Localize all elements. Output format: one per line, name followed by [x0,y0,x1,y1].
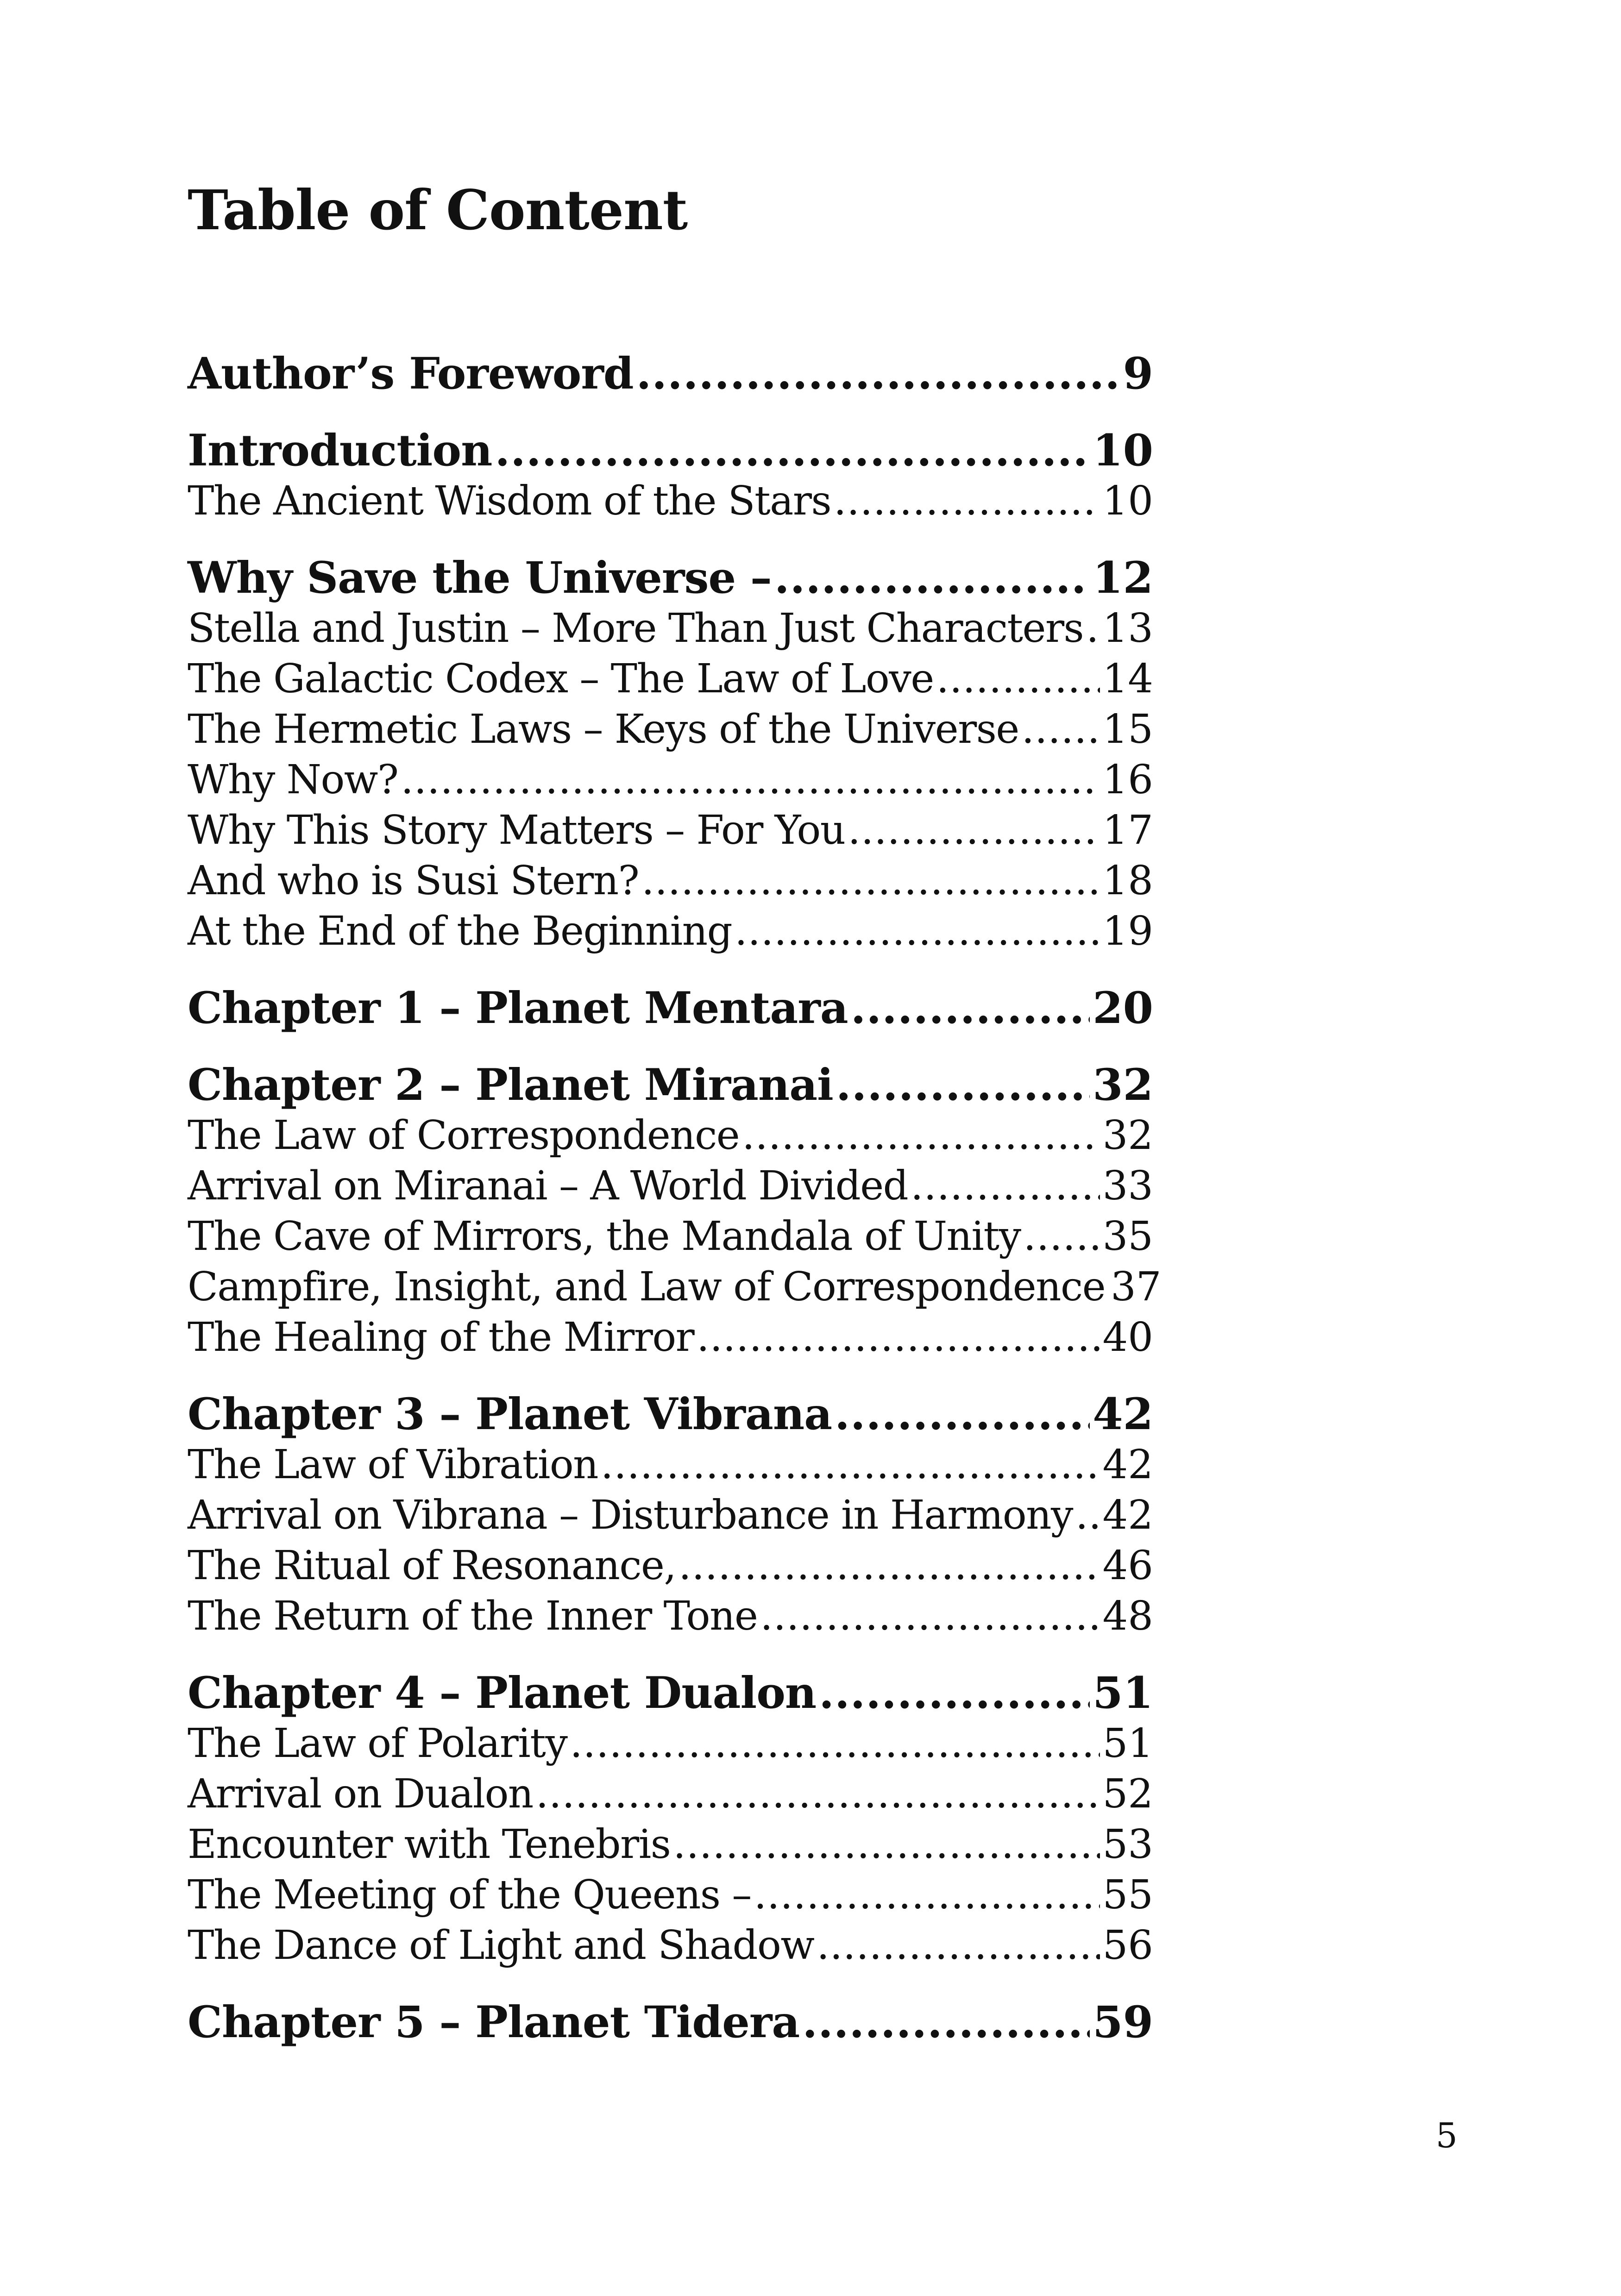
page-number: 5 [1436,2116,1458,2156]
dot-leader [570,1719,1100,1769]
toc-entry[interactable] [188,1211,1153,1262]
toc-chapter-page: 20 [1093,983,1153,1034]
toc-chapter[interactable] [188,1668,1153,1719]
dot-leader [851,983,1090,1034]
dot-leader [802,1997,1090,2048]
toc-entry-title: The Ancient Wisdom of the Stars [188,478,831,524]
toc-chapter-title: Chapter 2 – Planet Miranai [188,1060,833,1110]
toc-chapter-page: 42 [1093,1389,1153,1440]
toc-entry-page: 37 [1111,1264,1162,1310]
toc-chapter[interactable] [188,348,1153,399]
dot-leader [601,1440,1100,1490]
toc-chapter-title: Chapter 4 – Planet Dualon [188,1668,817,1719]
toc-entry-page: 52 [1102,1771,1153,1817]
toc-section [188,1997,1153,2048]
toc-entry[interactable] [188,1591,1153,1642]
toc-entry-page: 56 [1102,1922,1153,1969]
toc-entry[interactable] [188,755,1153,805]
toc-entry-page: 15 [1102,706,1153,753]
toc-entry-page: 10 [1102,478,1153,524]
toc-entry-page: 46 [1102,1543,1153,1589]
toc-entry-page: 14 [1102,656,1153,702]
toc-entry-title: The Hermetic Laws – Keys of the Universe [188,706,1019,753]
toc-chapter-title: Chapter 1 – Planet Mentara [188,983,848,1034]
toc-chapter[interactable] [188,1997,1153,2048]
toc-section [188,983,1153,1034]
toc-entry-title: The Ritual of Resonance, [188,1543,676,1589]
dot-leader [1075,1490,1100,1541]
toc-chapter-page: 51 [1093,1668,1153,1719]
toc-chapter-page: 12 [1093,552,1153,603]
table-of-contents [188,348,1162,2074]
toc-entry-page: 51 [1102,1720,1153,1767]
dot-leader [760,1591,1100,1642]
toc-entry-title: The Healing of the Mirror [188,1314,694,1361]
toc-section [188,552,1153,957]
dot-leader [774,552,1090,603]
toc-entry[interactable] [188,1110,1153,1161]
toc-entry-title: And who is Susi Stern? [188,858,639,904]
dot-leader [836,1060,1090,1110]
toc-entry[interactable] [188,1870,1153,1920]
dot-leader [636,348,1120,399]
dot-leader [817,1920,1100,1971]
toc-chapter-page: 32 [1093,1060,1153,1110]
toc-entry-title: Why This Story Matters – For You [188,807,845,853]
toc-section [188,1668,1153,1971]
toc-entry[interactable] [188,1312,1153,1363]
toc-entry-title: Arrival on Dualon [188,1771,533,1817]
toc-section [188,348,1153,399]
toc-chapter-title: Chapter 3 – Planet Vibrana [188,1389,832,1440]
toc-entry[interactable] [188,906,1153,957]
toc-chapter-title: Why Save the Universe – [188,552,772,603]
dot-leader [834,476,1100,527]
toc-chapter-page: 10 [1093,425,1153,476]
dot-leader [679,1541,1100,1591]
toc-entry-title: Campfire, Insight, and Law of Correspondence [188,1264,1106,1310]
toc-chapter[interactable] [188,983,1153,1034]
toc-entry-page: 17 [1102,807,1153,853]
toc-section [188,1389,1153,1642]
dot-leader [1086,603,1100,654]
toc-entry[interactable] [188,704,1153,755]
toc-chapter[interactable] [188,552,1153,603]
toc-chapter[interactable] [188,1389,1153,1440]
toc-entry-title: The Cave of Mirrors, the Mandala of Unity [188,1213,1021,1260]
toc-entry-page: 42 [1102,1492,1153,1538]
toc-entry-page: 35 [1102,1213,1153,1260]
dot-leader [401,755,1100,805]
toc-entry-page: 42 [1102,1442,1153,1488]
dot-leader [641,856,1100,906]
toc-entry-title: The Galactic Codex – The Law of Love [188,656,934,702]
toc-entry[interactable] [188,603,1153,654]
toc-entry[interactable] [188,1920,1153,1971]
toc-entry-title: Arrival on Miranai – A World Divided [188,1163,908,1209]
dot-leader [819,1668,1090,1719]
toc-entry-title: The Meeting of the Queens – [188,1872,751,1918]
toc-chapter-title: Introduction [188,425,492,476]
toc-entry[interactable] [188,856,1153,906]
toc-entry-title: At the End of the Beginning [188,908,732,954]
toc-entry[interactable] [188,654,1153,704]
toc-entry-title: Why Now? [188,757,398,803]
toc-chapter-page: 9 [1123,348,1153,399]
toc-chapter-page: 59 [1093,1997,1153,2048]
toc-chapter[interactable] [188,425,1153,476]
toc-entry-title: The Return of the Inner Tone [188,1593,758,1639]
dot-leader [754,1870,1100,1920]
dot-leader [911,1161,1100,1211]
dot-leader [835,1389,1090,1440]
toc-chapter-title: Author’s Foreword [188,348,634,399]
toc-entry[interactable] [188,1262,1162,1312]
dot-leader [536,1769,1100,1819]
toc-section [188,425,1153,527]
toc-entry[interactable] [188,1490,1153,1541]
toc-entry-page: 33 [1102,1163,1153,1209]
toc-entry[interactable] [188,1769,1153,1819]
toc-entry[interactable] [188,1440,1153,1490]
toc-entry-page: 18 [1102,858,1153,904]
toc-chapter-title: Chapter 5 – Planet Tidera [188,1997,800,2048]
toc-entry-title: The Law of Correspondence [188,1112,740,1159]
toc-entry-title: Encounter with Tenebris [188,1821,671,1868]
toc-entry-page: 19 [1102,908,1153,954]
dot-leader [936,654,1100,704]
toc-entry-page: 32 [1102,1112,1153,1159]
toc-entry[interactable] [188,1719,1153,1769]
toc-entry-title: Arrival on Vibrana – Disturbance in Harmony [188,1492,1073,1538]
dot-leader [1022,704,1100,755]
toc-entry-title: The Dance of Light and Shadow [188,1922,814,1969]
toc-entry-page: 13 [1102,605,1153,652]
toc-entry-page: 48 [1102,1593,1153,1639]
dot-leader [697,1312,1100,1363]
toc-entry-page: 16 [1102,757,1153,803]
dot-leader [848,805,1100,856]
toc-entry[interactable] [188,1161,1153,1211]
toc-entry-page: 55 [1102,1872,1153,1918]
dot-leader [495,425,1090,476]
toc-entry-page: 53 [1102,1821,1153,1868]
toc-chapter[interactable] [188,1060,1153,1110]
toc-entry-page: 40 [1102,1314,1153,1361]
toc-entry-title: Stella and Justin – More Than Just Characters [188,605,1084,652]
toc-section [188,1060,1162,1363]
dot-leader [735,906,1100,957]
page-title: Table of Content [188,178,688,242]
toc-entry[interactable] [188,1541,1153,1591]
toc-entry[interactable] [188,1819,1153,1870]
toc-entry[interactable] [188,805,1153,856]
dot-leader [1024,1211,1100,1262]
dot-leader [742,1110,1100,1161]
toc-entry[interactable] [188,476,1153,527]
toc-entry-title: The Law of Polarity [188,1720,567,1767]
dot-leader [673,1819,1100,1870]
toc-entry-title: The Law of Vibration [188,1442,598,1488]
